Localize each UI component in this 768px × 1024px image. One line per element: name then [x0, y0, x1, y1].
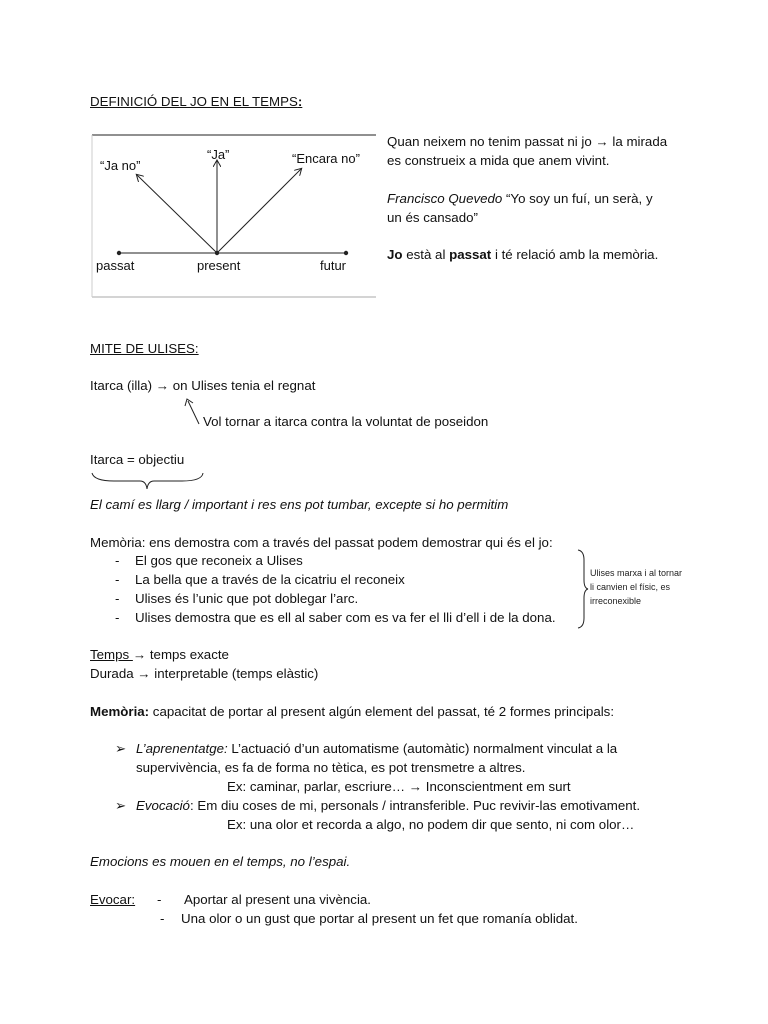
temps-label: Temps [90, 647, 133, 662]
aprenentatge-line-2: supervivència, es fa de forma no tètica, es pot trensmetre a altres. [136, 760, 526, 775]
list-bullet: - [115, 572, 120, 587]
memoria-intro: Memòria: ens demostra com a través del passat podem demostrar qui és el jo: [90, 535, 553, 550]
side-note-line-1: Ulises marxa i al tornar [590, 568, 683, 578]
list-item [115, 610, 556, 626]
evocacio-example: Ex: una olor et recorda a algo, no podem dir que sento, ni com olor… [227, 817, 635, 832]
evocar-label: Evocar: [90, 892, 136, 907]
underbrace [90, 471, 206, 493]
label-futur: futur [320, 258, 347, 273]
durada-line: Durada → interpretable (temps elàstic) [90, 666, 319, 681]
evocar-item-2: Una olor o un gust que portar al present un fet que romanía oblidat. [181, 911, 578, 926]
itarca-line: Itarca (illa) → on Ulises tenia el regnat [90, 378, 316, 393]
list-item-text: La bella que a través de la cicatriu el reconeix [135, 572, 405, 587]
jo-passat-line [387, 247, 658, 263]
side-note-line-3: irreconexible [590, 596, 642, 606]
emocions-sentence: Emocions es mouen en el temps, no l’espai. [90, 854, 351, 869]
arrow-encara-no [217, 169, 301, 253]
jo-text-2: i té relació amb la memòria. [491, 247, 659, 262]
quote-text-1: “Yo soy un fuí, un serà, y [502, 191, 653, 206]
evocar-dash-1: - [157, 892, 162, 907]
temps-line [90, 647, 229, 663]
page-title [90, 94, 302, 110]
memoria-definition [90, 704, 614, 720]
label-encara-no: “Encara no” [292, 151, 360, 166]
page-title-colon: : [297, 94, 303, 109]
vol-tornar-note: Vol tornar a itarca contra la voluntat de poseidon [203, 414, 489, 429]
list-bullet: - [115, 553, 120, 568]
arrow-ja-no [137, 175, 217, 253]
evocacio-line [136, 798, 640, 814]
aprenentatge-text: L’actuació d’un automatisme (automàtic) normalment vinculat a la [227, 741, 618, 756]
itarca-objectiu: Itarca = objectiu [90, 452, 185, 467]
ulises-heading: MITE DE ULISES: [90, 341, 199, 356]
label-present: present [197, 258, 241, 273]
list-bullet: - [115, 591, 120, 606]
memoria-label: Memòria: [90, 704, 150, 719]
evocacio-arrow: ➢ [115, 798, 127, 813]
vol-tornar-arrow [184, 396, 204, 428]
side-brace [576, 548, 590, 630]
list-item [115, 591, 359, 607]
memoria-def-text: capacitat de portar al present algún element del passat, té 2 formes principals: [149, 704, 615, 719]
futur-dot [344, 251, 348, 255]
evocacio-text: : Em diu coses de mi, personals / intransferible. Puc revivir-las emotivament. [189, 798, 641, 813]
aprenentatge-label: L’aprenentatge: [136, 741, 228, 756]
jo-bold: Jo [387, 247, 403, 262]
jo-text-1: està al [402, 247, 450, 262]
evocacio-label: Evocació [136, 798, 190, 813]
passat-bold: passat [449, 247, 492, 262]
list-item-text: Ulises demostra que es ell al saber com es va fer el lli d’ell i de la dona. [135, 610, 556, 625]
cami-sentence: El camí es llarg / important i res ens pot tumbar, excepte si ho permitim [90, 497, 509, 512]
label-passat: passat [96, 258, 135, 273]
quevedo-quote-line-2: un és cansado” [387, 210, 478, 225]
label-ja-no: “Ja no” [100, 158, 141, 173]
temps-text: → temps exacte [132, 647, 229, 662]
list-bullet: - [115, 610, 120, 625]
quote-author: Francisco Quevedo [387, 191, 503, 206]
list-item-text: Ulises és l’unic que pot doblegar l’arc. [135, 591, 359, 606]
intro-line-2: es construeix a mida que anem vivint. [387, 153, 610, 168]
label-ja: “Ja” [207, 147, 230, 162]
quevedo-quote-line-1 [387, 191, 653, 207]
list-item-text: El gos que reconeix a Ulises [135, 553, 303, 568]
page-title-text: DEFINICIÓ DEL JO EN EL TEMPS [90, 94, 298, 109]
aprenentatge-arrow: ➢ [115, 741, 127, 756]
time-diagram [90, 132, 380, 300]
evocar-dash-2: - [160, 911, 165, 926]
aprenentatge-line-1 [136, 741, 617, 757]
intro-line-1: Quan neixem no tenim passat ni jo → la mirada [387, 134, 668, 149]
passat-dot [117, 251, 121, 255]
side-note-line-2: li canvien el físic, es [590, 582, 671, 592]
evocar-item-1: Aportar al present una vivència. [184, 892, 372, 907]
aprenentatge-example: Ex: caminar, parlar, escriure… → Inconscientment em surt [227, 779, 571, 794]
list-item [115, 553, 303, 569]
list-item [115, 572, 405, 588]
